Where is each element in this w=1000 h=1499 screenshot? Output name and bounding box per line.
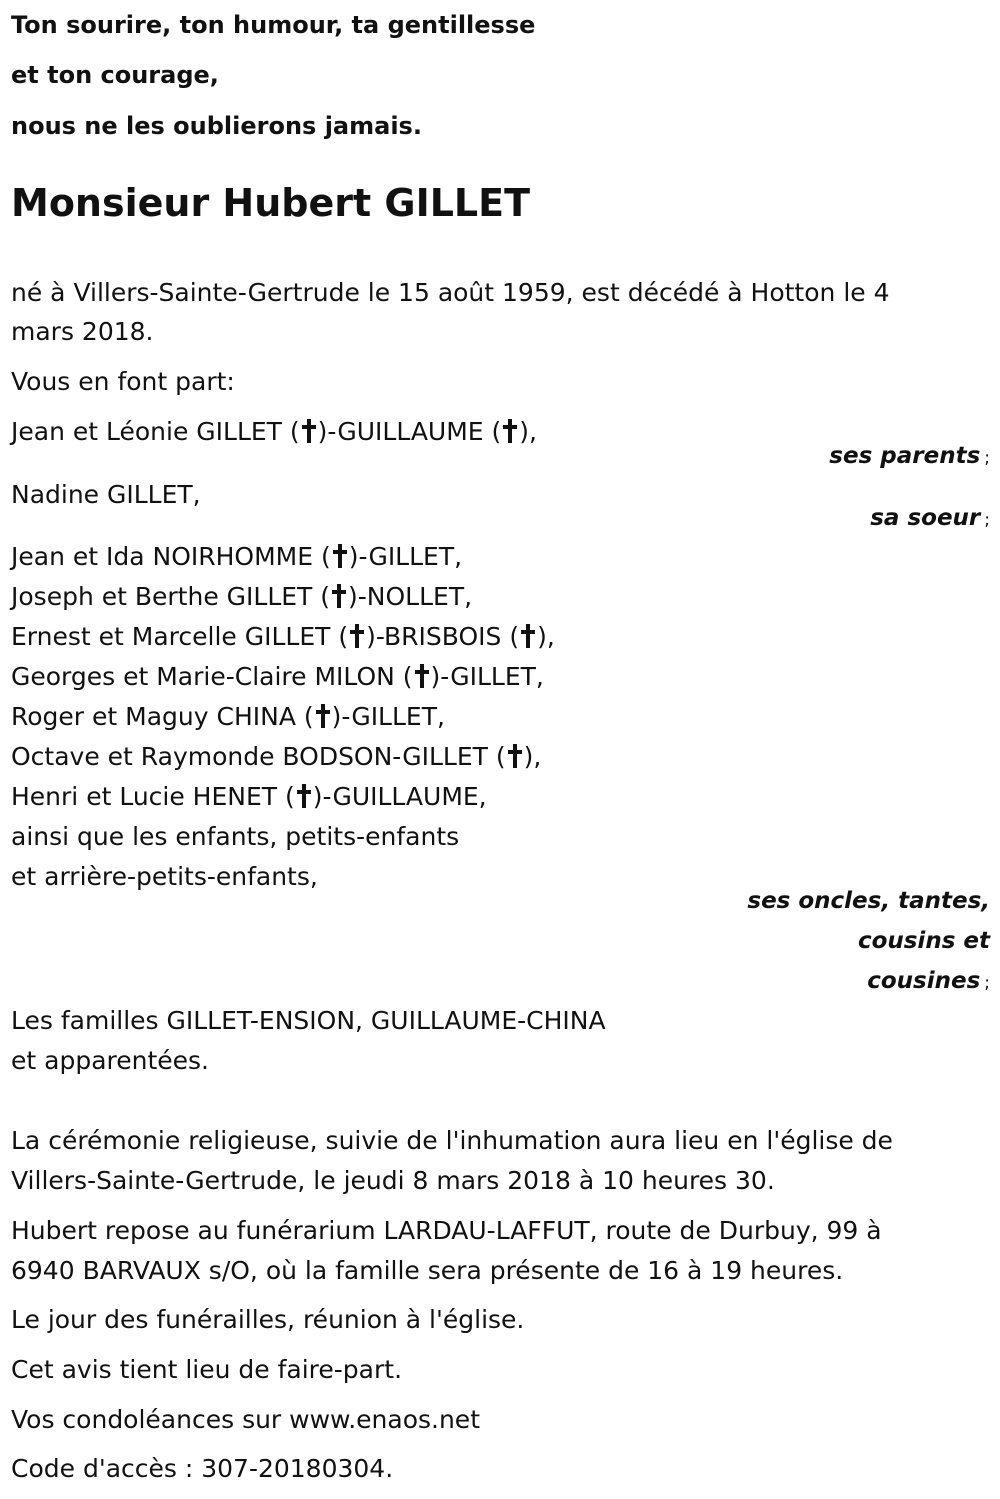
- cross-icon: [502, 418, 518, 444]
- role-semicolon: ;: [984, 973, 990, 993]
- parents-names-part-3: ),: [519, 417, 537, 446]
- birth-death-line-1: né à Villers-Sainte-Gertrude le 15 août 1959, est décédé à Hotton le 4: [11, 278, 890, 307]
- relative-line-6-part-1: Octave et Raymonde BODSON-GILLET (: [11, 742, 506, 771]
- parents-role: [829, 441, 990, 473]
- sister-role: [870, 503, 990, 535]
- relative-line-7-part-1: Henri et Lucie HENET (: [11, 782, 295, 811]
- relative-line-2: [11, 580, 472, 614]
- relative-line-5: [11, 700, 445, 734]
- relative-line-7-part-2: )-GUILLAUME,: [312, 782, 487, 811]
- relative-line-2-part-1: Joseph et Berthe GILLET (: [11, 582, 331, 611]
- birth-death-line-2: mars 2018.: [11, 317, 154, 346]
- relative-line-1-part-2: )-GILLET,: [348, 542, 463, 571]
- ceremony-line-1: La cérémonie religieuse, suivie de l'inhumation aura lieu en l'église de: [11, 1126, 893, 1155]
- sister-role-label: sa soeur: [870, 505, 981, 531]
- deceased-name-title: Monsieur Hubert GILLET: [11, 181, 531, 225]
- relative-line-2-part-2: )-NOLLET,: [348, 582, 473, 611]
- relative-line-6-part-2: ),: [523, 742, 542, 771]
- parents-role-label: ses parents: [829, 443, 981, 469]
- cross-icon: [301, 418, 317, 444]
- notice-text: Cet avis tient lieu de faire-part.: [11, 1355, 403, 1384]
- relatives-role-line-3: [867, 966, 990, 998]
- relative-line-3-part-3: ),: [537, 622, 555, 651]
- cross-icon: [520, 623, 536, 649]
- families-line-2: et apparentées.: [11, 1046, 209, 1075]
- relative-line-5-part-1: Roger et Maguy CHINA (: [11, 702, 314, 731]
- relative-line-5-part-2: )-GILLET,: [331, 702, 445, 731]
- relative-line-3-part-1: Ernest et Marcelle GILLET (: [11, 622, 349, 651]
- condolences-text: Vos condoléances sur www.enaos.net: [11, 1405, 480, 1434]
- relative-line-3-part-2: )-BRISBOIS (: [366, 622, 520, 651]
- relative-line-6: [11, 740, 541, 774]
- relative-line-3: [11, 620, 555, 654]
- access-code-text: Code d'accès : 307-20180304.: [11, 1454, 394, 1483]
- relative-line-9: et arrière-petits-enfants,: [11, 862, 318, 891]
- cross-icon: [332, 543, 348, 569]
- epigraph-line-1: Ton sourire, ton humour, ta gentillesse: [11, 11, 536, 39]
- relative-line-8: ainsi que les enfants, petits-enfants: [11, 822, 460, 851]
- announcement-text: Vous en font part:: [11, 367, 235, 396]
- parents-names-part-2: )-GUILLAUME (: [317, 417, 502, 446]
- repose-line-1: Hubert repose au funérarium LARDAU-LAFFUT, route de Durbuy, 99 à: [11, 1216, 882, 1245]
- parents-names: [11, 415, 537, 449]
- relative-line-4: [11, 660, 544, 694]
- cross-icon: [507, 743, 523, 769]
- relative-line-4-part-1: Georges et Marie-Claire MILON (: [11, 662, 413, 691]
- relative-line-1-part-1: Jean et Ida NOIRHOMME (: [11, 542, 331, 571]
- cross-icon: [331, 583, 347, 609]
- reunion-text: Le jour des funérailles, réunion à l'église.: [11, 1305, 525, 1334]
- cross-icon: [414, 663, 430, 689]
- cross-icon: [349, 623, 365, 649]
- epigraph-line-2: et ton courage,: [11, 61, 219, 89]
- cross-icon: [296, 783, 312, 809]
- relatives-role-line-1: ses oncles, tantes,: [747, 888, 990, 914]
- ceremony-line-2: Villers-Sainte-Gertrude, le jeudi 8 mars 2018 à 10 heures 30.: [11, 1166, 775, 1195]
- relative-line-7: [11, 780, 487, 814]
- parents-names-part-1: Jean et Léonie GILLET (: [11, 417, 300, 446]
- role-semicolon: ;: [984, 448, 990, 468]
- relative-line-1: [11, 540, 462, 574]
- families-line-1: Les familles GILLET-ENSION, GUILLAUME-CHINA: [11, 1006, 606, 1035]
- relatives-role-line-3-label: cousines: [867, 968, 981, 994]
- relative-line-4-part-2: )-GILLET,: [430, 662, 544, 691]
- epigraph-line-3: nous ne les oublierons jamais.: [11, 112, 422, 140]
- sister-name: Nadine GILLET,: [11, 480, 201, 509]
- cross-icon: [315, 703, 331, 729]
- role-semicolon: ;: [984, 510, 990, 530]
- relatives-role-line-2: cousins et: [857, 928, 990, 954]
- repose-line-2: 6940 BARVAUX s/O, où la famille sera présente de 16 à 19 heures.: [11, 1256, 844, 1285]
